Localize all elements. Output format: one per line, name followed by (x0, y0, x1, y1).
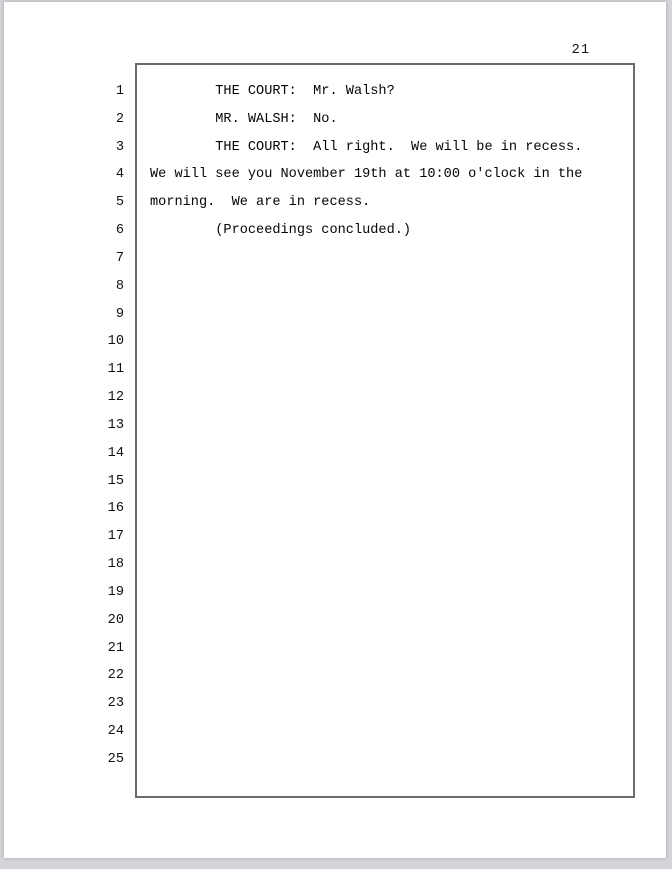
transcript-line-row (4, 607, 666, 635)
line-number: 5 (115, 195, 124, 211)
line-text: We will see you November 19th at 10:00 o'clock in the (150, 167, 583, 183)
transcript-line-row (4, 662, 666, 690)
transcript-line-row (4, 551, 666, 579)
transcript-line-row (4, 161, 666, 189)
line-number: 7 (115, 250, 124, 266)
transcript-line-row (4, 412, 666, 440)
line-number: 18 (107, 557, 124, 573)
line-number: 10 (107, 334, 124, 350)
line-number: 22 (107, 668, 124, 684)
line-number: 17 (107, 529, 124, 545)
transcript-line-row (4, 495, 666, 523)
transcript-line-row (4, 440, 666, 468)
line-number: 8 (115, 278, 124, 294)
transcript-line-row (4, 78, 666, 106)
line-text: (Proceedings concluded.) (150, 223, 412, 239)
transcript-line-row (4, 579, 666, 607)
line-number: 19 (107, 584, 124, 600)
transcript-line-row (4, 106, 666, 134)
line-number: 1 (115, 84, 124, 99)
transcript-line-row (4, 690, 666, 718)
line-number: 2 (115, 111, 124, 127)
line-number: 9 (115, 306, 124, 322)
line-number: 20 (107, 612, 124, 628)
line-number: 23 (107, 696, 124, 712)
line-text: MR. WALSH: No. (150, 111, 338, 127)
transcript-line-row (4, 635, 666, 663)
line-number: 14 (107, 445, 124, 461)
transcript-line-row (4, 523, 666, 551)
line-number: 21 (107, 640, 124, 656)
transcript-line-row (4, 328, 666, 356)
line-number: 24 (107, 724, 124, 740)
line-number: 25 (107, 751, 124, 767)
line-number: 16 (107, 501, 124, 517)
line-text: THE COURT: All right. We will be in recess. (150, 139, 583, 155)
line-number: 15 (107, 473, 124, 489)
transcript-line-row (4, 134, 666, 162)
line-number: 13 (107, 417, 124, 433)
line-number: 3 (115, 139, 124, 155)
transcript-lines (4, 78, 666, 774)
line-number: 11 (107, 362, 124, 378)
transcript-line-row (4, 189, 666, 217)
transcript-line-row (4, 356, 666, 384)
transcript-line-row (4, 273, 666, 301)
transcript-line-row (4, 746, 666, 774)
line-number: 6 (115, 223, 124, 239)
transcript-line-row (4, 718, 666, 746)
page-number: 21 (571, 43, 590, 58)
line-number: 4 (115, 167, 124, 183)
line-number: 12 (107, 390, 124, 406)
transcript-line-row (4, 468, 666, 496)
transcript-line-row (4, 301, 666, 329)
transcript-line-row (4, 245, 666, 273)
line-text: morning. We are in recess. (150, 195, 371, 211)
transcript-line-row (4, 217, 666, 245)
transcript-page (4, 2, 666, 858)
transcript-line-row (4, 384, 666, 412)
line-text: THE COURT: Mr. Walsh? (150, 84, 395, 99)
